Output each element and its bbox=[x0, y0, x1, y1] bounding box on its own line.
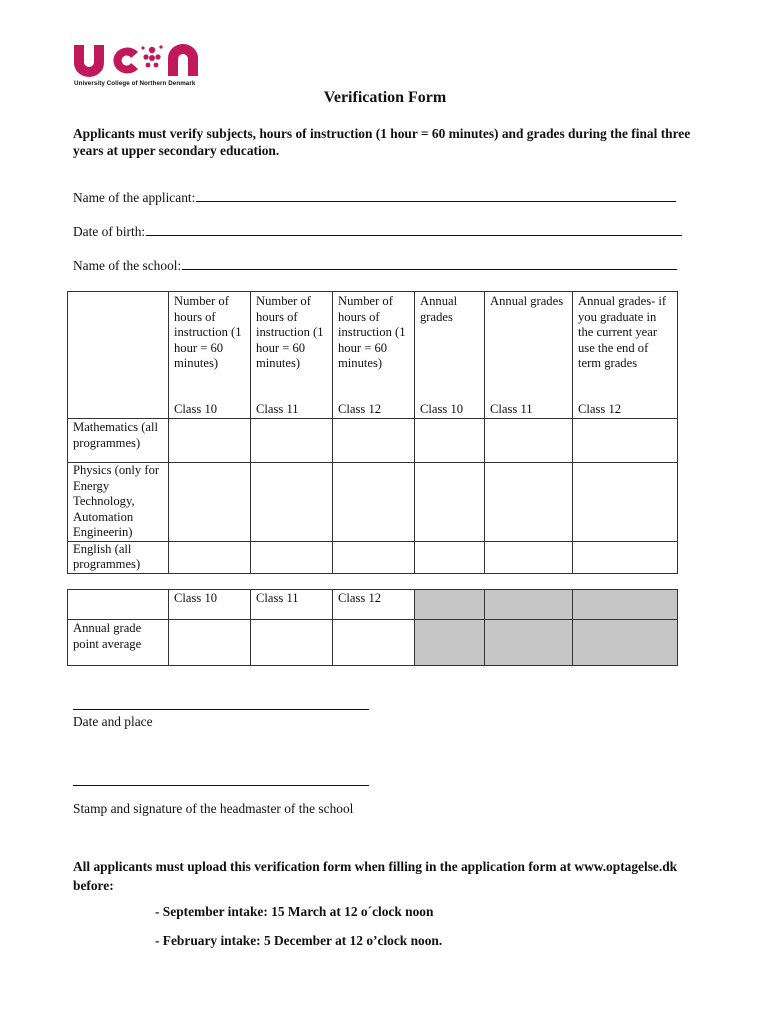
header-cell: Annual grades bbox=[415, 292, 485, 401]
school-name-label: Name of the school: bbox=[73, 258, 182, 273]
signature-line[interactable] bbox=[73, 785, 369, 786]
input-cell[interactable] bbox=[573, 419, 678, 463]
shaded-cell bbox=[573, 590, 678, 620]
header-cell: Number of hours of instruction (1 hour = 60 minutes) bbox=[251, 292, 333, 401]
intro-text: Applicants must verify subjects, hours of instruction (1 hour = 60 minutes) and grades during the final three years at upper secondary education. bbox=[73, 126, 691, 158]
ucn-wordmark-logo bbox=[72, 42, 208, 80]
input-cell[interactable] bbox=[485, 541, 573, 573]
table-corner-cell bbox=[68, 292, 169, 401]
class-header: Class 12 bbox=[333, 590, 415, 620]
table-row bbox=[68, 541, 678, 573]
class-header: Class 12 bbox=[333, 400, 415, 419]
date-place-line[interactable] bbox=[73, 709, 369, 710]
shaded-cell bbox=[485, 620, 573, 666]
class-header: Class 10 bbox=[169, 590, 251, 620]
class-header: Class 10 bbox=[169, 400, 251, 419]
input-cell[interactable] bbox=[573, 541, 678, 573]
subject-label: Mathematics (all programmes) bbox=[68, 419, 169, 463]
signature-label: Stamp and signature of the headmaster of the school bbox=[73, 801, 354, 816]
subjects-table bbox=[67, 291, 678, 574]
applicant-name-label: Name of the applicant: bbox=[73, 190, 196, 205]
applicant-name-line[interactable] bbox=[196, 189, 676, 202]
shaded-cell bbox=[415, 590, 485, 620]
shaded-cell bbox=[415, 620, 485, 666]
class-header: Class 12 bbox=[573, 400, 678, 419]
input-cell[interactable] bbox=[573, 463, 678, 542]
date-of-birth-field[interactable] bbox=[73, 223, 682, 240]
date-place-label: Date and place bbox=[73, 714, 153, 729]
school-name-field[interactable] bbox=[73, 257, 677, 274]
class-header: Class 11 bbox=[251, 590, 333, 620]
input-cell[interactable] bbox=[333, 463, 415, 542]
page-title: Verification Form bbox=[323, 89, 447, 106]
input-cell[interactable] bbox=[251, 419, 333, 463]
gpa-corner-cell bbox=[68, 590, 169, 620]
input-cell[interactable] bbox=[415, 541, 485, 573]
logo-subtitle: University College of Northern Denmark bbox=[74, 80, 196, 87]
input-cell[interactable] bbox=[415, 419, 485, 463]
input-cell[interactable] bbox=[415, 463, 485, 542]
header-cell: Annual grades- if you graduate in the current year use the end of term grades bbox=[573, 292, 678, 401]
school-name-line[interactable] bbox=[182, 257, 677, 270]
ucn-logo bbox=[72, 42, 208, 85]
table-row bbox=[68, 419, 678, 463]
date-of-birth-line[interactable] bbox=[146, 223, 682, 236]
table-corner-cell bbox=[68, 400, 169, 419]
input-cell[interactable] bbox=[333, 419, 415, 463]
class-header: Class 10 bbox=[415, 400, 485, 419]
input-cell[interactable] bbox=[333, 620, 415, 666]
applicant-name-field[interactable] bbox=[73, 189, 676, 206]
input-cell[interactable] bbox=[251, 463, 333, 542]
input-cell[interactable] bbox=[169, 463, 251, 542]
gpa-table bbox=[67, 589, 678, 666]
input-cell[interactable] bbox=[251, 620, 333, 666]
upload-notice: All applicants must upload this verification form when filling in the application form at www.optagelse.dk before: bbox=[73, 859, 678, 893]
header-cell: Number of hours of instruction (1 hour = 60 minutes) bbox=[333, 292, 415, 401]
input-cell[interactable] bbox=[485, 419, 573, 463]
gpa-row-label: Annual grade point average bbox=[68, 620, 169, 666]
date-of-birth-label: Date of birth: bbox=[73, 224, 146, 239]
class-header: Class 11 bbox=[485, 400, 573, 419]
header-cell: Number of hours of instruction (1 hour = 60 minutes) bbox=[169, 292, 251, 401]
intake-item: - September intake: 15 March at 12 o´clock noon bbox=[155, 904, 434, 919]
intake-item: - February intake: 5 December at 12 o’clock noon. bbox=[155, 933, 443, 948]
input-cell[interactable] bbox=[169, 541, 251, 573]
input-cell[interactable] bbox=[169, 620, 251, 666]
subject-label: English (all programmes) bbox=[68, 541, 169, 573]
input-cell[interactable] bbox=[333, 541, 415, 573]
table-row bbox=[68, 463, 678, 542]
shaded-cell bbox=[573, 620, 678, 666]
shaded-cell bbox=[485, 590, 573, 620]
subject-label: Physics (only for Energy Technology, Automation Engineerin) bbox=[68, 463, 169, 542]
header-cell: Annual grades bbox=[485, 292, 573, 401]
input-cell[interactable] bbox=[251, 541, 333, 573]
class-header: Class 11 bbox=[251, 400, 333, 419]
input-cell[interactable] bbox=[485, 463, 573, 542]
table-row bbox=[68, 620, 678, 666]
input-cell[interactable] bbox=[169, 419, 251, 463]
